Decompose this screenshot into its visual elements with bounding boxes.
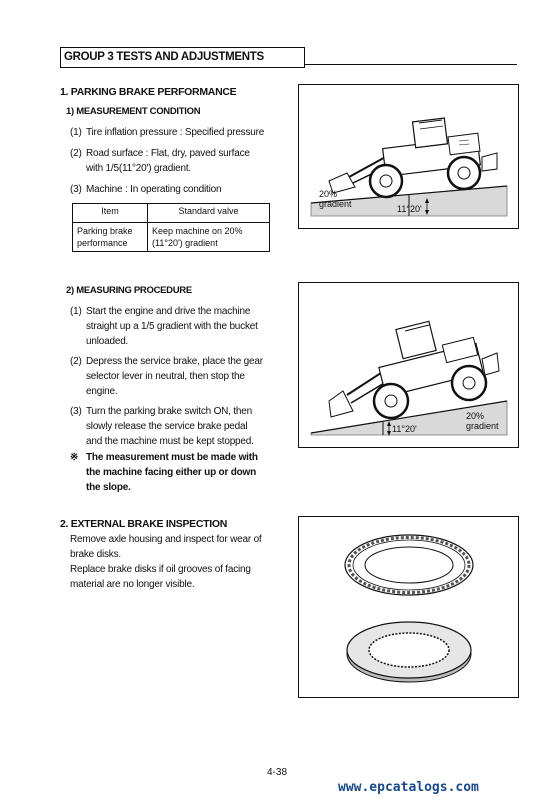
item-text: Turn the parking brake switch ON, then — [86, 406, 252, 417]
item-text: Road surface : Flat, dry, paved surface — [86, 148, 250, 159]
body-line: brake disks. — [70, 549, 121, 560]
angle-label: 11°20' — [392, 424, 417, 434]
angle-label: 11°20' — [397, 204, 422, 214]
subsection-2-title: MEASURING PROCEDURE — [76, 285, 192, 296]
item-text: unloaded. — [86, 336, 129, 347]
body-line: Replace brake disks if oil grooves of facing — [70, 564, 251, 575]
group-title: GROUP 3 TESTS AND ADJUSTMENTS — [60, 47, 305, 68]
page-number: 4-38 — [267, 767, 288, 778]
item-text: and the machine must be kept stopped. — [86, 436, 254, 447]
friction-disk — [345, 535, 473, 595]
item-text: Depress the service brake, place the gear — [86, 356, 263, 367]
figure-brake-disks — [298, 516, 519, 698]
item-number: (1) — [70, 306, 82, 317]
item-number: (1) — [70, 127, 82, 138]
condition-item-2 — [70, 146, 280, 176]
procedure-item-1 — [70, 304, 272, 349]
separator-disk — [347, 622, 471, 682]
table-cell-item — [73, 223, 148, 252]
section-1-title: 1. PARKING BRAKE PERFORMANCE — [60, 86, 237, 98]
cell-line: performance — [77, 238, 128, 248]
gradient-percent: 20% — [466, 411, 485, 421]
procedure-item-3 — [70, 404, 272, 449]
cell-line: Parking brake — [77, 226, 133, 236]
figure-machine-on-slope-1 — [298, 84, 519, 229]
body-line: Remove axle housing and inspect for wear of — [70, 534, 262, 545]
item-text: Tire inflation pressure : Specified pressure — [86, 127, 265, 138]
item-number: (3) — [70, 184, 82, 195]
subsection-2-number: 2) — [66, 285, 74, 296]
note-text: The measurement must be made with — [86, 452, 258, 463]
item-text: straight up a 1/5 gradient with the bucket — [86, 321, 258, 332]
item-number: (2) — [70, 356, 82, 367]
table-header-row — [73, 204, 270, 223]
condition-item-3 — [70, 182, 280, 197]
gradient-percent: 20% — [319, 189, 338, 199]
reference-mark-icon: ※ — [70, 452, 79, 463]
subsection-1-number: 1) — [66, 106, 74, 117]
table-header-item: Item — [73, 204, 148, 223]
item-number: (3) — [70, 406, 82, 417]
item-text: engine. — [86, 386, 118, 397]
procedure-item-2 — [70, 354, 272, 399]
gradient-word: gradient — [319, 199, 352, 209]
subsection-2-heading — [66, 285, 192, 296]
standard-value-table — [72, 203, 270, 252]
brake-disks-illustration — [299, 517, 518, 697]
item-number: (2) — [70, 148, 82, 159]
section-2-body — [70, 532, 275, 592]
gradient-word: gradient — [466, 421, 499, 431]
cell-line: (11°20') gradient — [152, 238, 218, 248]
note-text: the machine facing either up or down — [86, 467, 257, 478]
body-line: material are no longer visible. — [70, 579, 195, 590]
table-row — [73, 223, 270, 252]
header-rule — [304, 64, 517, 65]
table-cell-value — [148, 223, 270, 252]
note-text: the slope. — [86, 482, 131, 493]
figure-machine-on-slope-2 — [298, 282, 519, 448]
item-text: selector lever in neutral, then stop the — [86, 371, 245, 382]
item-text: Start the engine and drive the machine — [86, 306, 251, 317]
watermark: www.epcatalogs.com — [338, 780, 479, 795]
condition-item-1 — [70, 125, 280, 140]
gradient-label — [466, 411, 499, 431]
cell-line: Keep machine on 20% — [152, 226, 243, 236]
subsection-1-heading — [66, 106, 200, 117]
section-2-title: 2. EXTERNAL BRAKE INSPECTION — [60, 518, 228, 530]
gradient-label — [319, 189, 352, 209]
subsection-1-title: MEASUREMENT CONDITION — [76, 106, 201, 117]
item-text: with 1/5(11°20') gradient. — [86, 163, 192, 174]
table-header-standard: Standard valve — [148, 204, 270, 223]
measurement-note — [70, 450, 272, 495]
item-text: Machine : In operating condition — [86, 184, 222, 195]
item-text: slowly release the service brake pedal — [86, 421, 248, 432]
